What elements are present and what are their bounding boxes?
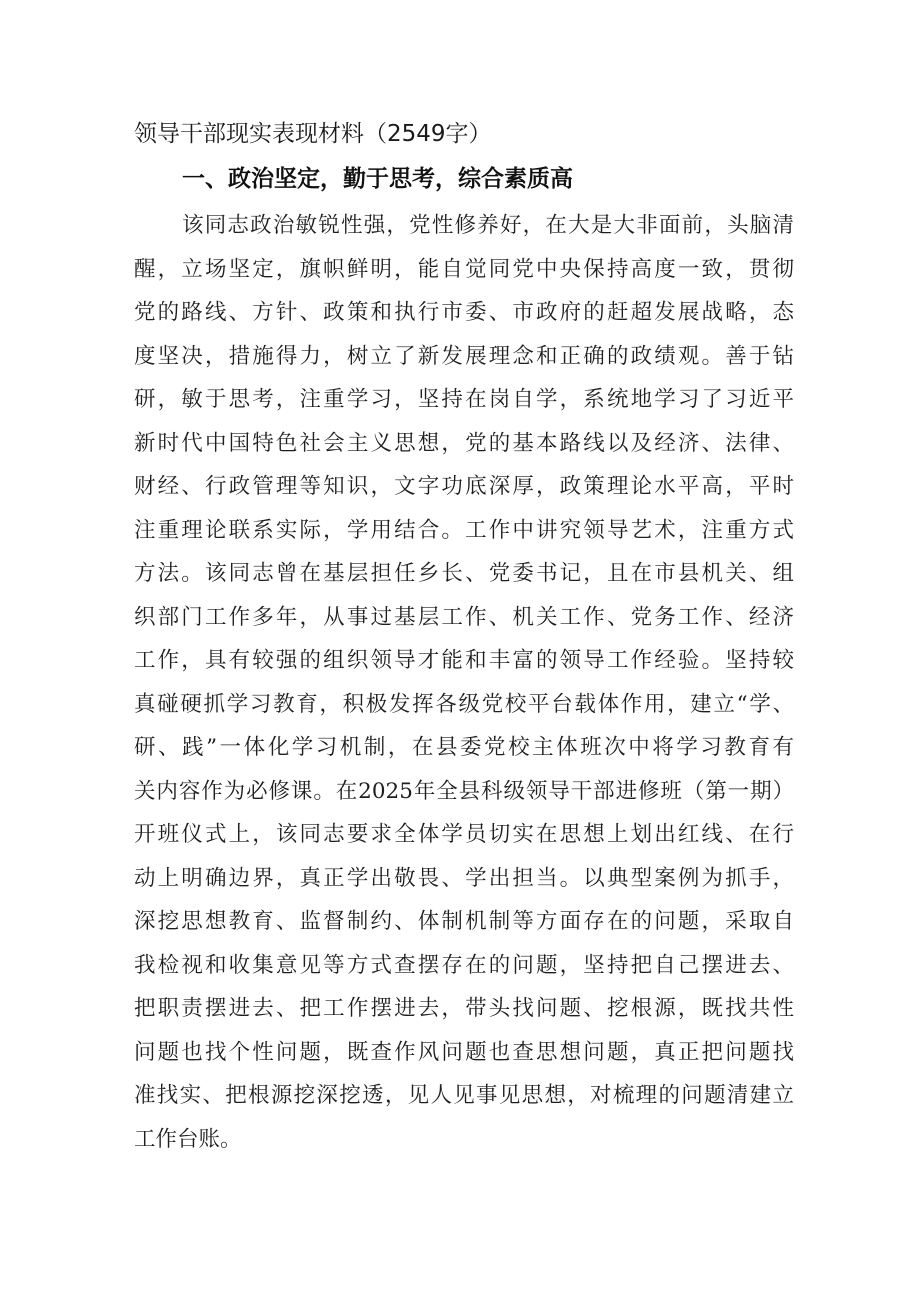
document-title: 领导干部现实表现材料（2549字）	[134, 121, 492, 147]
paragraph-line: 动上明确边界，真正学出敬畏、学出担当。以典型案例为抓手，	[134, 865, 794, 891]
paragraph-line: 关内容作为必修课。在2025年全县科级领导干部进修班（第一期）	[134, 778, 794, 804]
paragraph-line: 准找实、把根源挖深挖透，见人见事见思想，对梳理的问题清建立	[134, 1083, 794, 1108]
paragraph-line: 问题也找个性问题，既查作风问题也查思想问题，真正把问题找	[134, 1039, 794, 1065]
paragraph-line: 注重理论联系实际，学用结合。工作中讲究领导艺术，注重方式	[134, 517, 794, 543]
paragraph-line: 工作台账。	[134, 1126, 242, 1152]
paragraph-line: 方法。该同志曾在基层担任乡长、党委书记，且在市县机关、组	[134, 561, 794, 586]
paragraph-line: 该同志政治敏锐性强，党性修养好，在大是大非面前，头脑清	[182, 213, 794, 238]
paragraph-line: 度坚决，措施得力，树立了新发展理念和正确的政绩观。善于钻	[134, 343, 794, 369]
paragraph-line: 开班仪式上，该同志要求全体学员切实在思想上划出红线、在行	[134, 822, 794, 847]
paragraph-line: 党的路线、方针、政策和执行市委、市政府的赶超发展战略，态	[134, 300, 794, 325]
paragraph-line: 织部门工作多年，从事过基层工作、机关工作、党务工作、经济	[134, 604, 794, 630]
body-paragraph	[134, 204, 794, 1161]
paragraph-line: 研、践”一体化学习机制，在县委党校主体班次中将学习教育有	[134, 735, 794, 760]
paragraph-line: 研，敏于思考，注重学习，坚持在岗自学，系统地学习了习近平	[134, 387, 794, 412]
paragraph-line: 财经、行政管理等知识，文字功底深厚，政策理论水平高，平时	[134, 474, 794, 499]
paragraph-line: 新时代中国特色社会主义思想，党的基本路线以及经济、法律、	[134, 430, 794, 456]
paragraph-line: 我检视和收集意见等方式查摆存在的问题，坚持把自己摆进去、	[134, 952, 794, 978]
paragraph-line: 深挖思想教育、监督制约、体制机制等方面存在的问题，采取自	[134, 909, 794, 934]
section-heading: 一、政治坚定，勤于思考，综合素质高	[182, 166, 573, 192]
paragraph-line: 把职责摆进去、把工作摆进去，带头找问题、挖根源，既找共性	[134, 996, 794, 1021]
paragraph-line: 真碰硬抓学习教育，积极发挥各级党校平台载体作用，建立“学、	[134, 691, 794, 717]
paragraph-line: 工作，具有较强的组织领导才能和丰富的领导工作经验。坚持较	[134, 648, 794, 673]
paragraph-line: 醒，立场坚定，旗帜鲜明，能自觉同党中央保持高度一致，贯彻	[134, 256, 794, 282]
